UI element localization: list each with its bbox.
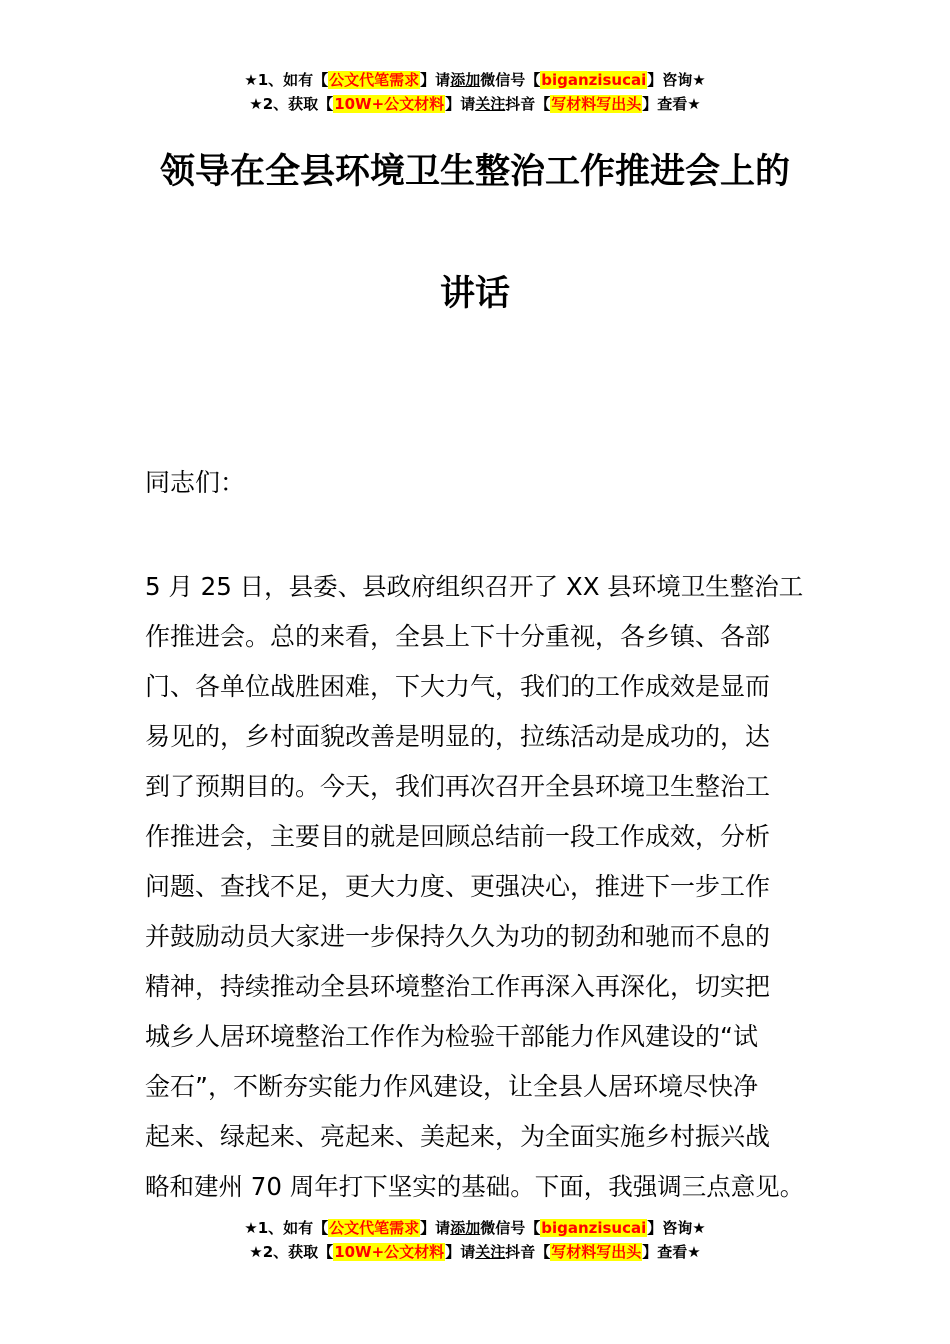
banner-text: ★1、如有【	[244, 1219, 329, 1237]
banner-line-1	[0, 68, 950, 92]
banner-line-1	[0, 1216, 950, 1240]
document-title-line-2: 讲话	[439, 274, 510, 314]
body-paragraph	[145, 562, 807, 1212]
footer-banner	[0, 1216, 950, 1264]
body-line: 5 月 25 日，县委、县政府组织召开了 XX 县环境卫生整治工	[145, 572, 804, 601]
banner-text: 】请	[445, 1243, 476, 1261]
body-line: 门、各单位战胜困难，下大力气，我们的工作成效是显而	[145, 672, 771, 701]
banner-underlined-text: 添加	[450, 71, 481, 89]
banner-highlight-wechat-id: biganzisucai	[541, 71, 647, 89]
banner-text: 】请	[420, 1219, 451, 1237]
banner-highlight-service: 公文代笔需求	[329, 71, 420, 89]
body-line: 到了预期目的。今天，我们再次召开全县环境卫生整治工	[145, 772, 771, 801]
banner-text: 微信号【	[480, 1219, 541, 1237]
banner-text: 】咨询★	[647, 71, 706, 89]
banner-text: 】咨询★	[647, 1219, 706, 1237]
body-line: 作推进会。总的来看，全县上下十分重视，各乡镇、各部	[145, 622, 771, 651]
banner-highlight-douyin-account: 写材料写出头	[551, 95, 642, 113]
banner-highlight-wechat-id: biganzisucai	[541, 1219, 647, 1237]
banner-underlined-text: 关注	[475, 95, 506, 113]
banner-line-2	[0, 1240, 950, 1264]
document-title-line-1: 领导在全县环境卫生整治工作推进会上的	[159, 152, 790, 192]
body-line: 易见的，乡村面貌改善是明显的，拉练活动是成功的，达	[145, 722, 771, 751]
body-line: 起来、绿起来、亮起来、美起来，为全面实施乡村振兴战	[145, 1122, 771, 1151]
banner-highlight-service: 公文代笔需求	[329, 1219, 420, 1237]
body-line: 作推进会，主要目的就是回顾总结前一段工作成效，分析	[145, 822, 771, 851]
banner-text: 】查看★	[642, 95, 701, 113]
banner-text: 抖音【	[505, 1243, 551, 1261]
header-banner	[0, 68, 950, 116]
banner-text: 】请	[420, 71, 451, 89]
banner-highlight-materials: 10W+公文材料	[334, 1243, 445, 1261]
banner-text: 】查看★	[642, 1243, 701, 1261]
body-line: 并鼓励动员大家进一步保持久久为功的韧劲和驰而不息的	[145, 922, 771, 951]
salutation: 同志们：	[145, 468, 246, 497]
body-line: 精神，持续推动全县环境整治工作再深入再深化，切实把	[145, 972, 771, 1001]
banner-text: 】请	[445, 95, 476, 113]
banner-highlight-douyin-account: 写材料写出头	[551, 1243, 642, 1261]
banner-underlined-text: 添加	[450, 1219, 481, 1237]
body-line: 城乡人居环境整治工作作为检验干部能力作风建设的“试	[145, 1022, 758, 1051]
banner-underlined-text: 关注	[475, 1243, 506, 1261]
banner-text: ★2、获取【	[249, 95, 334, 113]
banner-text: ★2、获取【	[249, 1243, 334, 1261]
body-line: 略和建州 70 周年打下坚实的基础。下面，我强调三点意见。	[145, 1172, 805, 1201]
banner-text: 抖音【	[505, 95, 551, 113]
banner-highlight-materials: 10W+公文材料	[334, 95, 445, 113]
banner-text: ★1、如有【	[244, 71, 329, 89]
banner-text: 微信号【	[480, 71, 541, 89]
body-line: 金石”，不断夯实能力作风建设，让全县人居环境尽快净	[145, 1072, 758, 1101]
body-line: 问题、查找不足，更大力度、更强决心，推进下一步工作	[145, 872, 771, 901]
banner-line-2	[0, 92, 950, 116]
